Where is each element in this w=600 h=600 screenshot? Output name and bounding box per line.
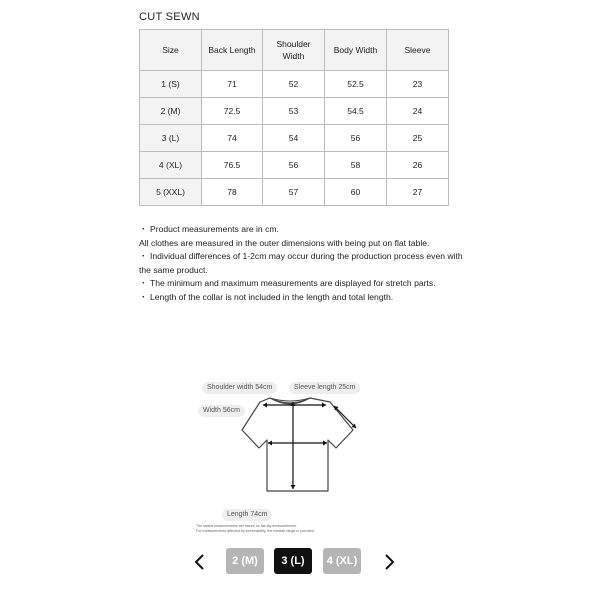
chevron-left-icon[interactable]	[193, 553, 207, 571]
table-row	[140, 152, 449, 179]
fine-print: For measurements affected by stretchability, the median range is provided.	[196, 529, 315, 533]
back-length-cell: 74	[202, 125, 263, 152]
shoulder-width-cell: 54	[263, 125, 325, 152]
note-line: ・ The minimum and maximum measurements are displayed for stretch parts.	[139, 278, 436, 289]
tshirt-outline-icon	[190, 378, 380, 508]
note-line: ・ Individual differences of 1-2cm may occur during the production process even with the same product.	[139, 251, 463, 275]
body-width-cell: 52.5	[325, 71, 387, 98]
chevron-right-icon[interactable]	[382, 553, 396, 571]
size-button-4-xl[interactable]: 4 (XL)	[323, 548, 361, 574]
size-cell: 3 (L)	[140, 125, 202, 152]
size-cell: 2 (M)	[140, 98, 202, 125]
table-row	[140, 71, 449, 98]
shoulder-width-label: Shoulder width 54cm	[202, 382, 277, 394]
measurement-notes	[139, 223, 469, 305]
header-shoulder-width: Shoulder Width	[263, 30, 325, 71]
note-line: All clothes are measured in the outer dimensions with being put on flat table.	[139, 237, 430, 248]
sleeve-cell: 26	[387, 152, 449, 179]
size-cell: 5 (XXL)	[140, 179, 202, 206]
back-length-cell: 78	[202, 179, 263, 206]
body-width-cell: 60	[325, 179, 387, 206]
size-cell: 4 (XL)	[140, 152, 202, 179]
table-row	[140, 98, 449, 125]
header-size: Size	[140, 30, 202, 71]
shoulder-width-cell: 57	[263, 179, 325, 206]
body-width-cell: 56	[325, 125, 387, 152]
sleeve-cell: 25	[387, 125, 449, 152]
body-width-cell: 54.5	[325, 98, 387, 125]
size-button-3-l[interactable]: 3 (L)	[274, 548, 312, 574]
header-sleeve: Sleeve	[387, 30, 449, 71]
size-table	[139, 29, 449, 206]
header-back-length: Back Length	[202, 30, 263, 71]
shoulder-width-cell: 53	[263, 98, 325, 125]
page-title: CUT SEWN	[139, 11, 200, 23]
size-button-2-m[interactable]: 2 (M)	[226, 548, 264, 574]
note-line: ・ Product measurements are in cm.	[139, 224, 279, 234]
body-width-cell: 58	[325, 152, 387, 179]
size-cell: 1 (S)	[140, 71, 202, 98]
header-body-width: Body Width	[325, 30, 387, 71]
size-pager	[190, 548, 410, 576]
width-label: Width 56cm	[198, 405, 245, 417]
measurement-diagram	[190, 378, 380, 538]
back-length-cell: 76.5	[202, 152, 263, 179]
back-length-cell: 71	[202, 71, 263, 98]
shoulder-width-cell: 56	[263, 152, 325, 179]
table-row	[140, 125, 449, 152]
table-row	[140, 179, 449, 206]
sleeve-cell: 23	[387, 71, 449, 98]
fine-print: The stated measurements are based on flat-lay measurements.	[196, 524, 298, 528]
shoulder-width-cell: 52	[263, 71, 325, 98]
sleeve-cell: 27	[387, 179, 449, 206]
back-length-cell: 72.5	[202, 98, 263, 125]
note-line: ・ Length of the collar is not included in the length and total length.	[139, 291, 394, 302]
sleeve-length-label: Sleeve length 25cm	[289, 382, 360, 394]
length-label: Length 74cm	[222, 509, 272, 521]
sleeve-cell: 24	[387, 98, 449, 125]
table-header-row	[140, 30, 449, 71]
